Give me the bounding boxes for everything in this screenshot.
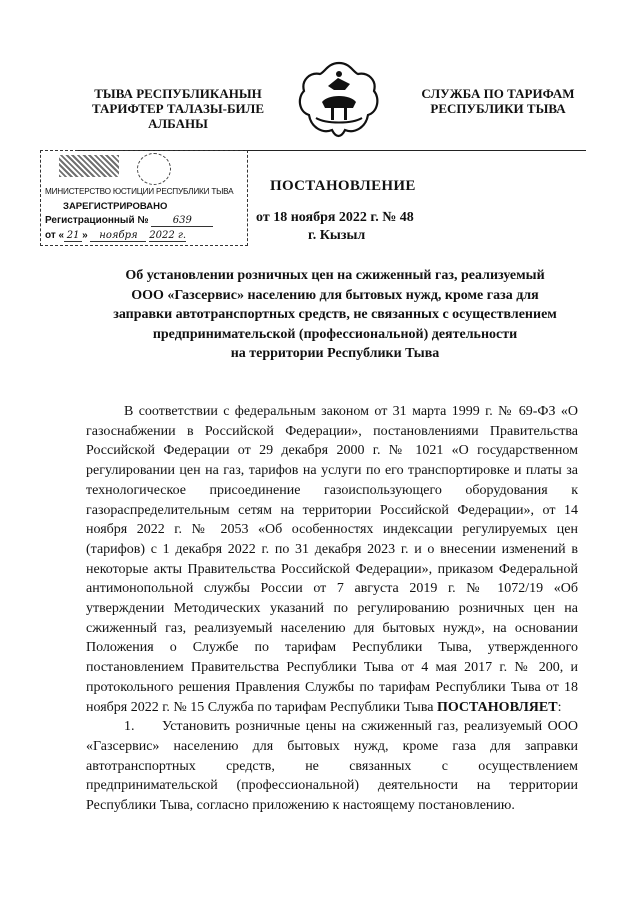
preamble-text: В соответствии с федеральным законом от 31 марта 1999 г. № 69-ФЗ «О газоснабжении в Российской Федерации», постановлениями Правительства Российской Федерации от 29 декабря 2000 г. № 1021 «О государственном регулировании цен на газ, тарифов на услуги по его транспортировке и платы за технологическое присоединение газоиспользующего оборудования к газораспределительным сетям на территории Российской Федерации», от 14 ноября 2022 г. № 2053 «Об особенностях индексации регулируемых цен (тарифов) с 1 декабря 2022 г. по 31 декабря 2023 г. и о внесении изменений в некоторые акты Правительства Российской Федерации», приказом Федеральной антимонопольной службы России от 7 августа 2019 г. № 1072/19 «Об утверждении Методических указаний по регулированию розничных цен на сжиженный газ, реализуемый населению для бытовых нужд», на основании Положения о Службе по тарифам Республики Тыва, утвержденного постановлением Правительства Республики Тыва от 4 мая 2017 г. № 200, и протокольного решения Правления Службы по тарифам Республики Тыва от 18 ноября 2022 г. № 15 Служба по тарифам Республики Тыва [86,404,578,715]
issuer-line: АЛБАНЫ [148,116,208,131]
issuer-name-russian [408,86,588,116]
stamp-date-prefix: от « [45,230,65,241]
issuer-line: ТЫВА РЕСПУБЛИКАНЫН [94,86,262,101]
subject-line: предпринимательской (профессиональной) деятельности [152,326,518,342]
registration-stamp [40,150,248,246]
issuer-line: ТАРИФТЕР ТАЛАЗЫ-БИЛЕ [91,101,265,116]
subject-line: на территории Республики Тыва [230,346,440,361]
stamp-seal-blot [59,155,119,177]
document-type: ПОСТАНОВЛЕНИЕ [270,178,416,194]
stamp-date [45,230,186,242]
stamp-date-year: 2022 г. [149,230,187,241]
resolves-keyword: ПОСТАНОВЛЯЕТ [436,699,558,715]
issuer-name-tuvan [78,86,278,131]
stamp-seal-icon [137,153,171,185]
preamble-end: : [557,699,562,715]
preamble-paragraph [86,402,578,717]
clause-1-paragraph: 1. Установить розничные цены на сжиженный газ, реализуемый ООО «Газсервис» населению для бытовых нужд, кроме газа для заправки автотранспортных средств, не связанных с осуществлением предпринимательской (профессиональной) деятельности на территории Республики Тыва, согласно приложению к настоящему постановлению. [86,719,578,814]
subject-line: Об установлении розничных цен на сжиженный газ, реализуемый [125,268,545,283]
document-date-number: от 18 ноября 2022 г. № 48 [256,210,414,225]
stamp-registered: ЗАРЕГИСТРИРОВАНО [63,201,168,212]
issuer-line: РЕСПУБЛИКИ ТЫВА [430,101,566,116]
document-subject [100,266,570,364]
stamp-date-day: 21 [64,230,82,242]
stamp-reg-label: Регистрационный № [45,215,149,226]
issuer-line: СЛУЖБА ПО ТАРИФАМ [421,86,575,101]
subject-line: ООО «Газсервис» населению для бытовых нужд, кроме газа для [131,287,539,303]
stamp-reg-number [45,215,213,227]
stamp-date-mid: » [82,230,91,241]
document-city: г. Кызыл [308,228,366,243]
stamp-date-month: ноября [90,230,146,242]
subject-line: заправки автотранспортных средств, не связанных с осуществлением [113,307,557,322]
document-body [86,402,578,816]
tuva-emblem-icon [298,60,380,142]
stamp-reg-value: 639 [151,215,213,227]
stamp-ministry: МИНИСТЕРСТВО ЮСТИЦИИ РЕСПУБЛИКИ ТЫВА [45,187,234,196]
